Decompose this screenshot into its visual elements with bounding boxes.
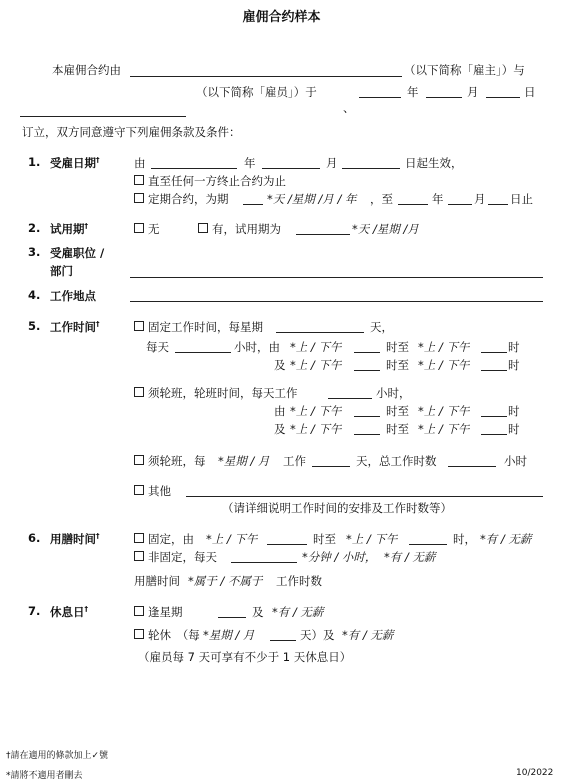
intro-prefix: 本雇佣合约由 [52, 63, 121, 77]
contract-day-field[interactable] [486, 97, 520, 98]
s6-meal-c: 工作时数 [276, 574, 322, 588]
s5-hours-field[interactable] [175, 352, 231, 353]
s5-oclock-1: 时 [508, 340, 520, 354]
section-7-label: 休息日† [50, 605, 88, 619]
s5-daily: 每天 [146, 340, 169, 354]
s5-shift-start-2-field[interactable] [354, 434, 380, 435]
s5-ampm-5: *上 / 下午 [290, 404, 342, 418]
s1-start-day-field[interactable] [342, 168, 400, 169]
s1-start-month-field[interactable] [262, 168, 320, 169]
s6-end-field[interactable] [409, 544, 447, 545]
s1-year-label: 年 [244, 156, 256, 170]
s1-start-year-field[interactable] [151, 168, 237, 169]
s1-end-day-field[interactable] [488, 204, 508, 205]
employer-name-field[interactable] [130, 76, 402, 77]
s6-option-fixed[interactable]: 固定，由 [134, 531, 194, 547]
section-6-label: 用膳时间† [50, 532, 100, 546]
s7-paid-1: *有 / 无薪 [272, 605, 324, 619]
s5-start-time-field[interactable] [354, 352, 380, 353]
s2-option-none[interactable]: 无 [134, 221, 160, 237]
s5-end-time-field[interactable] [481, 352, 507, 353]
s5-oclock-3: 时 [508, 404, 520, 418]
footer-date: 10/2022 [516, 768, 554, 778]
s5-shift-end-2-field[interactable] [481, 434, 507, 435]
intro-agree: 订立，双方同意遵守下列雇佣条款及条件： [22, 125, 241, 139]
s1-term-length-field[interactable] [243, 204, 263, 205]
checkbox[interactable] [134, 223, 144, 233]
s6-paid-2: *有 / 无薪 [384, 550, 436, 564]
s5-option-shift[interactable]: 须轮班，轮班时间，每天工作 [134, 385, 298, 401]
s2-unit: *天 /星期 /月 [352, 222, 419, 236]
checkbox[interactable] [134, 629, 144, 639]
s6-ampm-2: *上 / 下午 [346, 532, 398, 546]
s5-ampm-1: *上 / 下午 [290, 340, 342, 354]
s6-duration-field[interactable] [231, 562, 297, 563]
s5-shift2-unit: *星期 / 月 [218, 454, 270, 468]
s5-hours-from: 小时，由 [234, 340, 280, 354]
section-3-number: 3. [28, 245, 41, 259]
section-2-number: 2. [28, 221, 41, 235]
s5-shift2-hours-field[interactable] [448, 466, 496, 467]
s5-start-time-2-field[interactable] [354, 370, 380, 371]
intro-employer-suffix: （以下简称「雇主」）与 [404, 63, 525, 77]
s5-days-per-week-field[interactable] [276, 332, 364, 333]
s6-paid-1: *有 / 无薪 [480, 532, 532, 546]
s7-note: （雇员每 7 天可享有不少于 1 天休息日） [138, 650, 352, 664]
s5-shift2-work: 工作 [283, 454, 306, 468]
checkbox[interactable] [134, 175, 144, 185]
s6-ampm-1: *上 / 下午 [206, 532, 258, 546]
checkbox[interactable] [134, 485, 144, 495]
contract-year-field[interactable] [359, 97, 401, 98]
footer-note-1: †請在適用的條款加上✓號 [6, 751, 109, 761]
section-1-number: 1. [28, 155, 41, 169]
s5-ampm-7: *上 / 下午 [290, 422, 342, 436]
checkbox[interactable] [134, 455, 144, 465]
s5-other-note: （请详细说明工作时间的安排及工作时数等） [222, 501, 452, 515]
page-title: 雇佣合约样本 [242, 10, 321, 25]
s5-shift-unit: 小时， [376, 386, 411, 400]
section-7-number: 7. [28, 604, 41, 618]
intro-month-label: 月 [467, 85, 479, 99]
section-5-label: 工作时间† [50, 320, 100, 334]
s5-ampm-6: *上 / 下午 [418, 404, 470, 418]
section-6-number: 6. [28, 531, 41, 545]
s1-term-to: ，至 [370, 192, 393, 206]
s4-location-field[interactable] [130, 301, 543, 302]
s1-end-year-label: 年 [432, 192, 444, 206]
footer-note-2: *請將不適用者刪去 [6, 771, 83, 781]
s5-ampm-4: *上 / 下午 [418, 358, 470, 372]
checkbox[interactable] [134, 606, 144, 616]
employee-name-field[interactable] [20, 116, 186, 117]
s1-month-label: 月 [326, 156, 338, 170]
s7-opt1-and: 及 [252, 605, 264, 619]
s5-shift-start-field[interactable] [354, 416, 380, 417]
s5-other-field[interactable] [186, 496, 543, 497]
s7-weekday-field[interactable] [218, 617, 246, 618]
s6-start-field[interactable] [267, 544, 307, 545]
s5-option-shift-period[interactable]: 须轮班，每 [134, 453, 206, 469]
s5-to-4: 时至 [386, 422, 409, 436]
s7-paid-2: *有 / 无薪 [342, 628, 394, 642]
checkbox[interactable] [134, 321, 144, 331]
s1-from: 由 [134, 156, 146, 170]
s5-and-2: 及 [274, 422, 286, 436]
s1-start-text: 日起生效， [405, 156, 463, 170]
s5-shift2-total: 天，总工作时数 [356, 454, 437, 468]
s6-nonfixed-unit: *分钟 / 小时， [302, 550, 377, 564]
checkbox[interactable] [134, 193, 144, 203]
s7-opt2-days: 天）及 [300, 628, 335, 642]
checkbox[interactable] [134, 387, 144, 397]
s1-option-until-termination[interactable]: 直至任何一方终止合约为止 [134, 173, 286, 189]
section-4-label: 工作地点 [50, 289, 96, 303]
section-1-label: 受雇日期† [50, 156, 100, 170]
s5-ampm-3: *上 / 下午 [290, 358, 342, 372]
intro-day-label: 日 [524, 85, 536, 99]
section-3-label-2: 部门 [50, 264, 73, 278]
s1-end-day-label: 日止 [510, 192, 533, 206]
section-2-label: 试用期† [50, 222, 88, 236]
s5-shift2-hours: 小时 [504, 454, 527, 468]
contract-month-field[interactable] [426, 97, 462, 98]
s7-option-rotating[interactable]: 轮休 （每 [134, 627, 200, 643]
s1-end-year-field[interactable] [398, 204, 428, 205]
s5-oclock-4: 时 [508, 422, 520, 436]
checkbox[interactable] [198, 223, 208, 233]
s7-rotating-field[interactable] [270, 640, 296, 641]
s7-rotating-unit: *星期 / 月 [203, 628, 255, 642]
s5-and-1: 及 [274, 358, 286, 372]
s5-ampm-8: *上 / 下午 [418, 422, 470, 436]
section-5-number: 5. [28, 319, 41, 333]
intro-employee-suffix: （以下简称「雇员」）于 [196, 85, 317, 99]
s1-end-month-label: 月 [474, 192, 486, 206]
s1-term-unit: *天 /星期 /月 / 年 [267, 192, 357, 206]
s6-to: 时至 [313, 532, 336, 546]
s2-option-yes[interactable]: 有，试用期为 [198, 221, 281, 237]
s2-probation-field[interactable] [296, 234, 350, 235]
s5-to-1: 时至 [386, 340, 409, 354]
s5-option-other[interactable]: 其他 [134, 483, 171, 499]
s5-shift-end-field[interactable] [481, 416, 507, 417]
s6-meal-b: *属于 / 不属于 [188, 574, 263, 588]
intro-mark: 、 [343, 101, 355, 115]
s6-meal-a: 用膳时间 [134, 574, 180, 588]
s5-from-shift: 由 [274, 404, 286, 418]
s5-to-2: 时至 [386, 358, 409, 372]
s6-option-nonfixed[interactable]: 非固定，每天 [134, 549, 217, 565]
s1-option-fixed-term[interactable]: 定期合约，为期 [134, 191, 229, 207]
s5-to-3: 时至 [386, 404, 409, 418]
s5-option-fixed[interactable]: 固定工作时间，每星期 [134, 319, 263, 335]
checkbox[interactable] [134, 551, 144, 561]
s5-shift-hours-field[interactable] [328, 398, 372, 399]
s6-fixed-b: 时， [453, 532, 476, 546]
intro-year-label: 年 [407, 85, 419, 99]
checkbox[interactable] [134, 533, 144, 543]
s5-end-time-2-field[interactable] [481, 370, 507, 371]
s5-fixed-unit: 天， [370, 320, 393, 334]
section-3-label: 受雇职位 / [50, 246, 105, 260]
s3-position-field[interactable] [130, 277, 543, 278]
s7-option-weekday[interactable]: 逢星期 [134, 604, 183, 620]
section-4-number: 4. [28, 288, 41, 302]
s5-oclock-2: 时 [508, 358, 520, 372]
s5-shift2-days-field[interactable] [312, 466, 350, 467]
s1-end-month-field[interactable] [448, 204, 472, 205]
s5-ampm-2: *上 / 下午 [418, 340, 470, 354]
